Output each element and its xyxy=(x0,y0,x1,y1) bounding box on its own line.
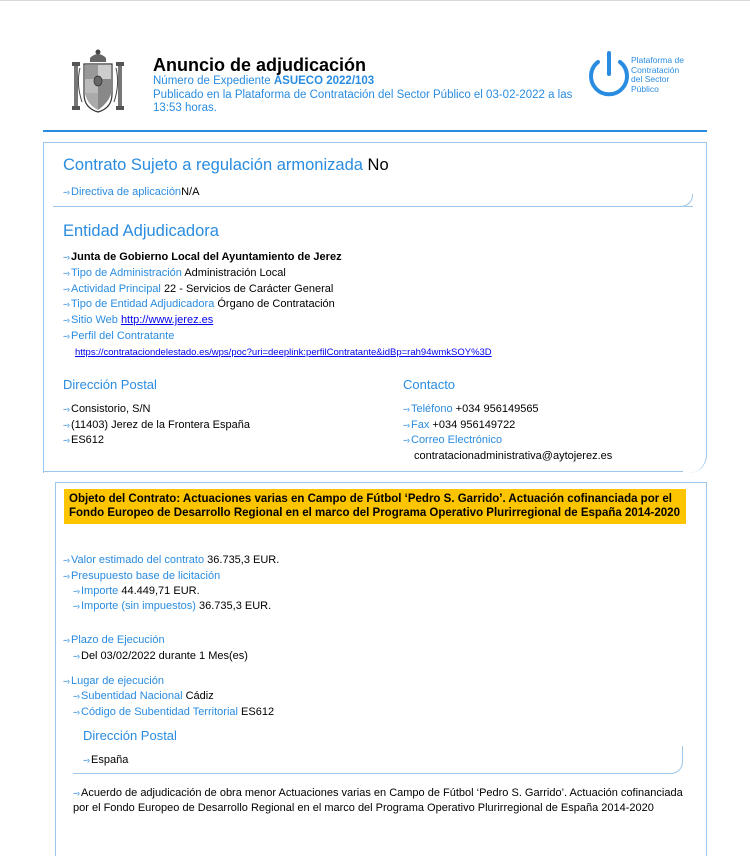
published-text: Publicado en la Plataforma de Contratación del Sector Público el 03-02-2022 a las 13:53 horas. xyxy=(153,88,573,114)
sitio-web-row xyxy=(63,314,213,327)
importe-sin-label: Importe (sin impuestos) xyxy=(81,600,196,612)
platform-power-logo-icon xyxy=(584,50,634,100)
contrato-heading-label: Contrato Sujeto a regulación armonizada xyxy=(63,156,363,174)
entidad-name-row xyxy=(63,251,342,264)
presupuesto-row xyxy=(63,570,220,583)
arrow-icon: --› xyxy=(63,435,69,445)
sitio-web-label: Sitio Web xyxy=(71,314,118,326)
telefono-row xyxy=(403,403,539,416)
arrow-icon: --› xyxy=(63,635,69,645)
arrow-icon: --› xyxy=(73,601,79,611)
email-row xyxy=(403,434,502,447)
contrato-heading-value: No xyxy=(367,156,389,174)
arrow-icon: --› xyxy=(83,755,89,765)
section-separator xyxy=(53,206,693,207)
codigo-value: ES612 xyxy=(241,706,275,718)
arrow-icon: --› xyxy=(63,299,69,309)
arrow-icon: --› xyxy=(63,331,69,341)
coat-of-arms-icon xyxy=(72,48,124,118)
subentidad-row xyxy=(73,690,214,703)
email-value: contratacionadministrativa@aytojerez.es xyxy=(414,450,613,462)
direccion-line-3 xyxy=(63,434,104,447)
platform-logo-text xyxy=(631,56,701,94)
separator-curve xyxy=(640,194,693,207)
arrow-icon: --› xyxy=(63,676,69,686)
plazo-value: Del 03/02/2022 durante 1 Mes(es) xyxy=(81,650,248,662)
sitio-web-link[interactable]: http://www.jerez.es xyxy=(120,314,214,326)
arrow-icon: --› xyxy=(63,187,69,197)
arrow-icon: --› xyxy=(73,691,79,701)
plazo-value-row xyxy=(73,650,248,663)
direccion-line-1 xyxy=(63,403,150,416)
actividad-value: 22 - Servicios de Carácter General xyxy=(163,283,334,295)
arrow-icon: --› xyxy=(73,707,79,717)
arrow-icon: --› xyxy=(63,315,69,325)
importe-value: 44.449,71 EUR. xyxy=(121,585,200,597)
directiva-label: Directiva de aplicación xyxy=(71,186,182,198)
tipo-admin-value: Administración Local xyxy=(184,267,286,279)
tipo-admin-label: Tipo de Administración xyxy=(71,267,182,279)
direccion-heading: Dirección Postal xyxy=(63,377,157,392)
importe-sin-row xyxy=(73,600,271,613)
perfil-contratante-link[interactable]: https://contrataciondelestado.es/wps/poc?uri=deeplink:perfilContratante&idBp=rah94wmkSOY%3D xyxy=(75,347,492,358)
platform-line-2: Contratación xyxy=(631,64,680,75)
telefono-label: Teléfono xyxy=(411,403,453,415)
acuerdo-text: Acuerdo de adjudicación de obra menor Actuaciones varias en Campo de Fútbol ‘Pedro S. Garrido’. Actuación cofinanciada por el Fondo Europeo de Desarrollo Regional en el marco del Programa Operativo Plurirregional de España 2014-2020 xyxy=(73,787,683,814)
actividad-row xyxy=(63,283,333,296)
fax-value: +034 956149722 xyxy=(432,419,516,431)
directiva-row xyxy=(63,186,199,199)
actividad-label: Actividad Principal xyxy=(71,283,161,295)
contrato-heading xyxy=(63,155,389,175)
valor-label: Valor estimado del contrato xyxy=(71,554,205,566)
importe-row xyxy=(73,585,200,598)
expediente-value: ASUECO 2022/103 xyxy=(273,75,375,87)
direccion-line-2 xyxy=(63,419,250,432)
arrow-icon: --› xyxy=(403,404,409,414)
arrow-icon: --› xyxy=(63,252,69,262)
perfil-row xyxy=(63,330,174,343)
lugar-direccion-row xyxy=(83,754,128,767)
direccion-line-1-text: Consistorio, S/N xyxy=(71,403,151,415)
valor-value: 36.735,3 EUR. xyxy=(207,554,280,566)
tipo-entidad-label: Tipo de Entidad Adjudicadora xyxy=(71,298,215,310)
arrow-icon: --› xyxy=(63,555,69,565)
fax-label: Fax xyxy=(411,419,430,431)
expediente-label: Número de Expediente xyxy=(153,75,271,87)
arrow-icon: --› xyxy=(63,420,69,430)
arrow-icon: --› xyxy=(403,435,409,445)
contacto-heading: Contacto xyxy=(403,377,456,392)
lugar-label: Lugar de ejecución xyxy=(71,675,164,687)
plazo-label: Plazo de Ejecución xyxy=(71,634,165,646)
lugar-direccion-value: España xyxy=(91,754,129,766)
page-title: Anuncio de adjudicación xyxy=(153,55,367,75)
presupuesto-label: Presupuesto base de licitación xyxy=(71,570,221,582)
arrow-icon: --› xyxy=(63,268,69,278)
header-divider xyxy=(43,130,707,132)
entidad-heading: Entidad Adjudicadora xyxy=(63,222,219,240)
header-subtitle xyxy=(153,75,583,116)
importe-sin-value: 36.735,3 EUR. xyxy=(199,600,272,612)
objeto-title-highlight: Objeto del Contrato: Actuaciones varias en Campo de Fútbol ‘Pedro S. Garrido’. Actuación cofinanciada por el Fondo Europeo de Desarrollo Regional en el marco del Programa Operativo Plurirregional de España 2014-2020 xyxy=(64,489,686,524)
direccion-line-2-text: (11403) Jerez de la Frontera España xyxy=(71,419,250,431)
lugar-row xyxy=(63,675,164,688)
top-border xyxy=(0,0,750,1)
tipo-entidad-row xyxy=(63,298,335,311)
arrow-icon: --› xyxy=(73,788,79,798)
acuerdo-row xyxy=(73,786,685,816)
arrow-icon: --› xyxy=(73,586,79,596)
directiva-value: N/A xyxy=(181,186,200,198)
lugar-direccion-heading: Dirección Postal xyxy=(83,728,177,743)
codigo-row xyxy=(73,706,274,719)
platform-line-4: Público xyxy=(631,83,659,94)
tipo-admin-row xyxy=(63,267,286,280)
email-label: Correo Electrónico xyxy=(411,434,503,446)
perfil-url-row xyxy=(75,346,492,359)
platform-line-3: del Sector xyxy=(631,74,670,84)
entidad-name: Junta de Gobierno Local del Ayuntamiento de Jerez xyxy=(71,251,342,263)
valor-row xyxy=(63,554,279,567)
arrow-icon: --› xyxy=(73,651,79,661)
arrow-icon: --› xyxy=(403,420,409,430)
fax-row xyxy=(403,419,515,432)
subentidad-label: Subentidad Nacional xyxy=(81,690,183,702)
telefono-value: +034 956149565 xyxy=(455,403,539,415)
arrow-icon: --› xyxy=(63,571,69,581)
direccion-separator-curve xyxy=(624,746,683,774)
tipo-entidad-value: Órgano de Contratación xyxy=(217,298,335,310)
direccion-line-3-text: ES612 xyxy=(71,434,105,446)
arrow-icon: --› xyxy=(63,404,69,414)
arrow-icon: --› xyxy=(63,284,69,294)
importe-label: Importe xyxy=(81,585,119,597)
plazo-row xyxy=(63,634,165,647)
perfil-label: Perfil del Contratante xyxy=(71,330,175,342)
platform-line-1: Plataforma de xyxy=(631,55,684,65)
codigo-label: Código de Subentidad Territorial xyxy=(81,706,238,718)
entity-section-box-bottom xyxy=(43,471,683,472)
direccion-separator xyxy=(73,773,671,774)
subentidad-value: Cádiz xyxy=(185,690,214,702)
